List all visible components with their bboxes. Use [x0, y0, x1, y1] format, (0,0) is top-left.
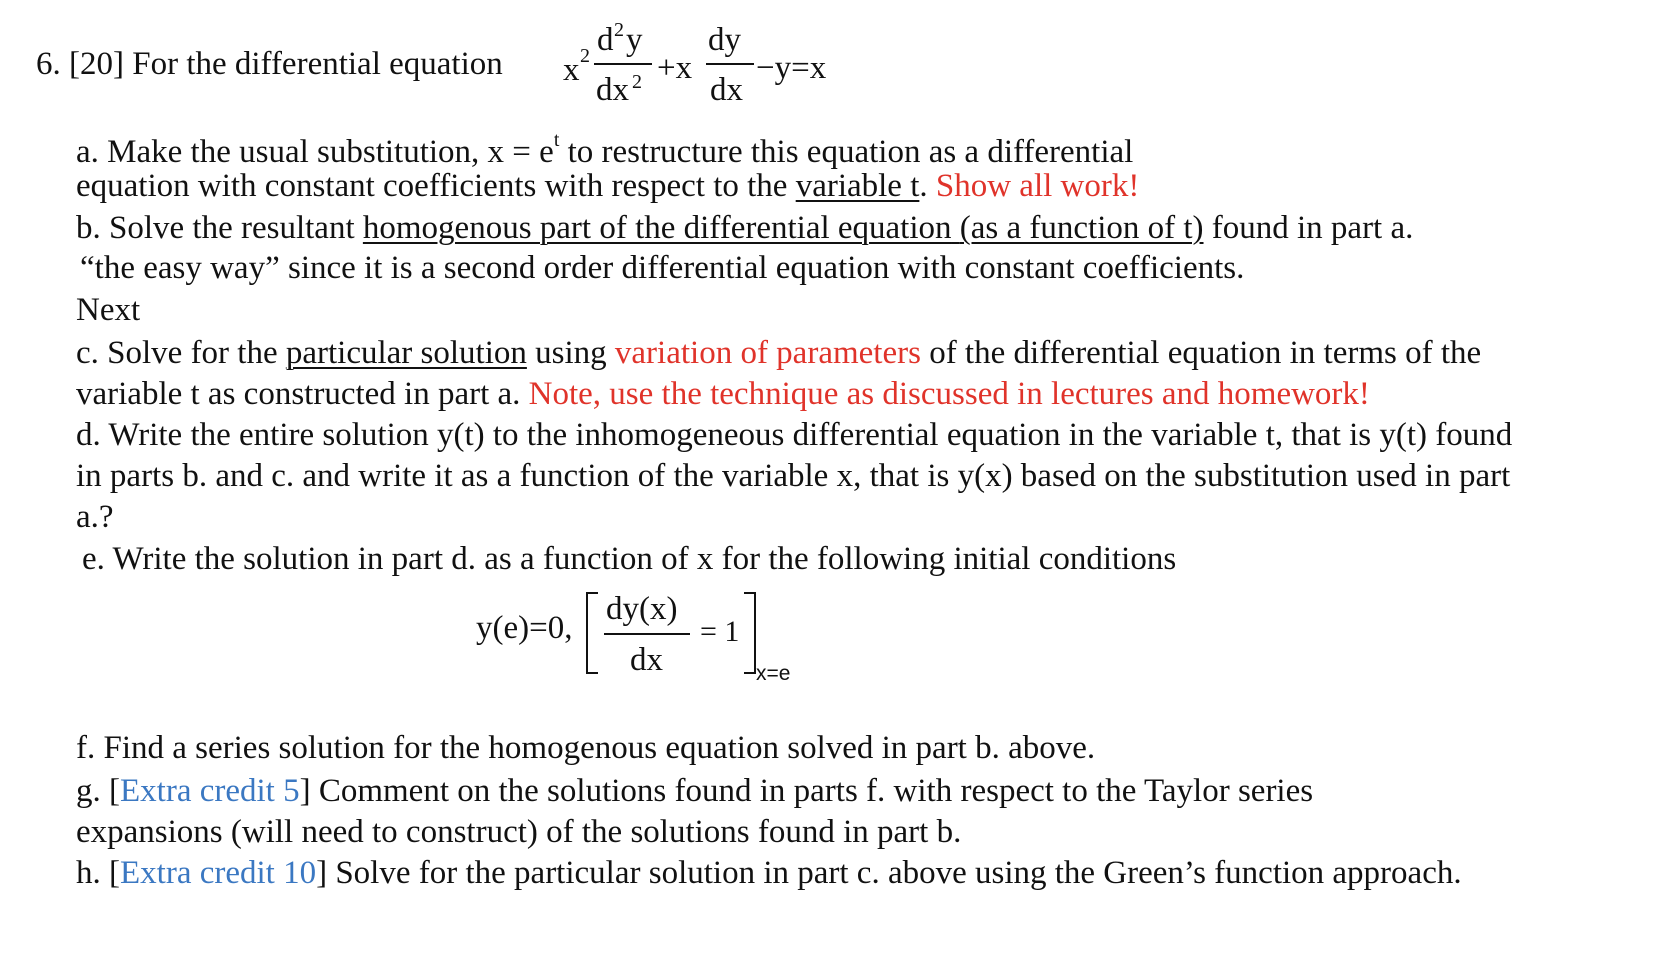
- particular-solution-underlined: particular solution: [285, 335, 527, 371]
- eq-dx2-dx: dx: [596, 72, 629, 108]
- eq-dx2-exp: 2: [632, 71, 642, 93]
- part-d-line-3: a.?: [76, 499, 114, 535]
- part-a-line-2: [76, 166, 1139, 206]
- part-c-text-3: variable t as constructed in part a.: [76, 376, 521, 412]
- part-g-text: ] Comment on the solutions found in parts f. with respect to the Taylor series: [299, 773, 1314, 809]
- part-c-line-1: [76, 333, 1481, 373]
- part-g-prefix: g. [: [76, 773, 120, 809]
- eq-d2y-d: d: [597, 22, 614, 58]
- problem-header-text: 6. [20] For the differential equation: [36, 46, 503, 82]
- part-d-line-1: d. Write the entire solution y(t) to the inhomogeneous differential equation in the variable t, that is y(t) found: [76, 417, 1513, 453]
- eq-minus-y-eq-x: −y=x: [756, 50, 827, 86]
- underlined-space: [952, 210, 960, 246]
- eq-d2y-y: y: [626, 22, 643, 58]
- eq-frac-bar-1: [594, 63, 652, 65]
- part-e-line-1: e. Write the solution in part d. as a function of x for the following initial conditions: [82, 541, 1177, 577]
- part-a-text-3: equation with constant coefficients with respect to the: [76, 168, 788, 204]
- period: .: [919, 168, 928, 204]
- part-a-line-1: [76, 124, 1133, 172]
- eq-x-exponent: 2: [580, 45, 590, 67]
- eq-x: x: [563, 52, 580, 88]
- left-bracket: [586, 592, 598, 674]
- part-h-line-1: [76, 853, 1462, 893]
- ic-denominator: dx: [630, 642, 663, 678]
- part-c-text-2: of the differential equation in terms of the: [929, 335, 1482, 371]
- variable-t-underlined: variable t: [795, 168, 920, 204]
- part-b-text-2: found in part a.: [1203, 210, 1414, 246]
- ic-equals-one: = 1: [700, 615, 740, 648]
- extra-credit-10: Extra credit 10: [120, 855, 317, 891]
- part-b-text: b. Solve the resultant: [76, 210, 355, 246]
- part-c-using: using: [535, 335, 607, 371]
- ic-y-of-e: y(e)=0,: [476, 610, 573, 646]
- eq-d2y-exp: 2: [614, 19, 624, 41]
- part-b-line-3: Next: [76, 292, 141, 328]
- part-h-prefix: h. [: [76, 855, 120, 891]
- part-c-line-2: [76, 374, 1370, 414]
- substitution-x: x = e: [487, 134, 554, 170]
- ic-frac-bar: [604, 633, 690, 635]
- part-g-line-2: expansions (will need to construct) of the solutions found in part b.: [76, 814, 962, 850]
- part-b-line-2: “the easy way” since it is a second order differential equation with constant coefficients.: [80, 250, 1245, 286]
- function-of-t-underlined: (as a function of t): [959, 210, 1204, 246]
- right-bracket: [744, 592, 756, 674]
- part-a-text-2: to restructure this equation as a differential: [567, 134, 1134, 170]
- extra-credit-5: Extra credit 5: [120, 773, 300, 809]
- eq-dy: dy: [708, 22, 741, 58]
- homogenous-part-underlined: homogenous part of the differential equation: [362, 210, 952, 246]
- part-g-line-1: [76, 771, 1313, 811]
- show-all-work-note: Show all work!: [935, 168, 1140, 204]
- ic-evaluation-subscript: x=e: [756, 662, 791, 685]
- eq-frac-bar-2: [706, 63, 754, 65]
- part-d-line-2: in parts b. and c. and write it as a function of the variable x, that is y(x) based on the substitution used in part: [76, 458, 1511, 494]
- part-f-line-1: f. Find a series solution for the homogenous equation solved in part b. above.: [76, 730, 1096, 766]
- part-c-text: c. Solve for the: [76, 335, 278, 371]
- eq-plus-x: +x: [657, 50, 693, 86]
- eq-dx: dx: [710, 72, 743, 108]
- ic-numerator: dy(x): [606, 591, 678, 627]
- technique-note: Note, use the technique as discussed in lectures and homework!: [528, 376, 1370, 412]
- part-b-line-1: [76, 208, 1413, 248]
- variation-of-parameters: variation of parameters: [614, 335, 921, 371]
- part-a-text: a. Make the usual substitution,: [76, 134, 480, 170]
- problem-header: [36, 44, 503, 84]
- substitution-exponent: t: [553, 129, 560, 151]
- part-h-text: ] Solve for the particular solution in part c. above using the Green’s function approach.: [316, 855, 1462, 891]
